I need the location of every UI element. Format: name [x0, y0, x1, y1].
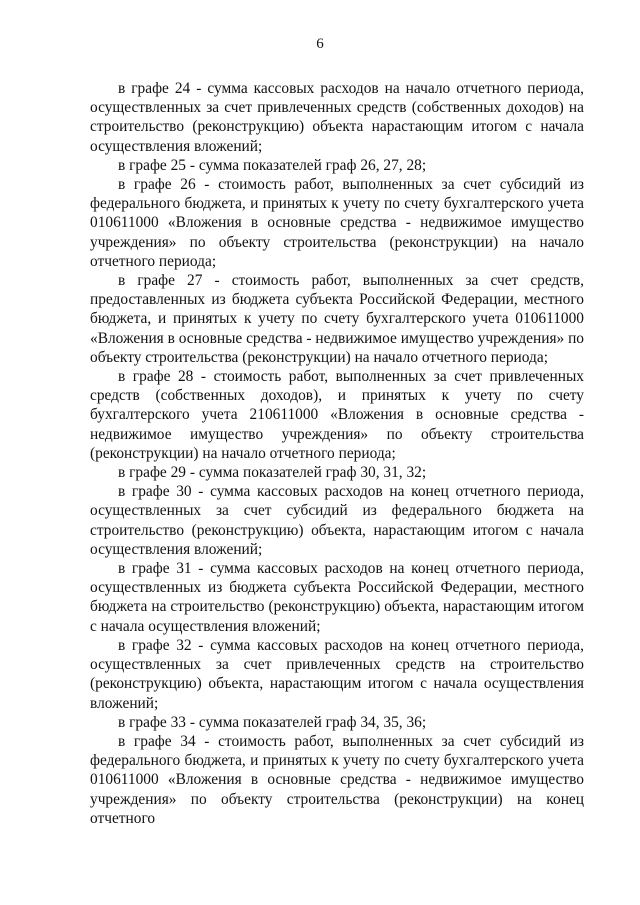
paragraph-grafa-34: в графе 34 - стоимость работ, выполненных за счет субсидий из федерального бюджета, и принятых к учету по счету бухгалтерского учета 010611000 «Вложения в основные средства - недвижимое имущество учреждения» по объекту строительства (реконструкции) на конец отчетного	[90, 732, 584, 827]
paragraph-grafa-31: в графе 31 - сумма кассовых расходов на конец отчетного периода, осуществленных из бюджета субъекта Российской Федерации, местного бюджета на строительство (реконструкцию) объекта, нарастающим итогом с начала осуществления вложений;	[90, 560, 584, 635]
paragraph-grafa-26: в графе 26 - стоимость работ, выполненных за счет субсидий из федерального бюджета, и принятых к учету по счету бухгалтерского учета 010611000 «Вложения в основные средства - недвижимое имущество учреждения» по объекту строительства (реконструкции) на начало отчетного периода;	[90, 176, 584, 270]
paragraph-grafa-25: в графе 25 - сумма показателей граф 26, 27, 28;	[118, 156, 427, 174]
page-number: 6	[316, 36, 324, 52]
paragraph-grafa-28: в графе 28 - стоимость работ, выполненных за счет привлеченных средств (собственных доходов), и принятых к учету по счету бухгалтерского учета 210611000 «Вложения в основные средства - недвижимое имущество учреждения» по объекту строительства (реконструкции) на начало отчетного периода;	[90, 368, 584, 462]
paragraph-grafa-29: в графе 29 - сумма показателей граф 30, 31, 32;	[118, 464, 427, 482]
paragraph-grafa-27: в графе 27 - стоимость работ, выполненных за счет средств, предоставленных из бюджета субъекта Российской Федерации, местного бюджета, и принятых к учету по счету бухгалтерского учета 010611000 «Вложения в основные средства - недвижимое имущество учреждения» по объекту строительства (реконструкции) на начало отчетного периода;	[90, 272, 585, 366]
paragraph-grafa-30: в графе 30 - сумма кассовых расходов на конец отчетного периода, осуществленных за счет субсидий из федерального бюджета на строительство (реконструкцию) объекта, нарастающим итогом с начала осуществления вложений;	[90, 483, 584, 558]
paragraph-grafa-33: в графе 33 - сумма показателей граф 34, 35, 36;	[118, 713, 427, 731]
paragraph-grafa-24: в графе 24 - сумма кассовых расходов на начало отчетного периода, осуществленных за счет привлеченных средств (собственных доходов) на строительство (реконструкцию) объекта нарастающим итогом с начала осуществления вложений;	[90, 80, 584, 155]
document-body	[90, 79, 584, 828]
paragraph-grafa-32: в графе 32 - сумма кассовых расходов на конец отчетного периода, осуществленных за счет привлеченных средств на строительство (реконструкцию) объекта, нарастающим итогом с начала осуществления вложений;	[90, 636, 584, 712]
